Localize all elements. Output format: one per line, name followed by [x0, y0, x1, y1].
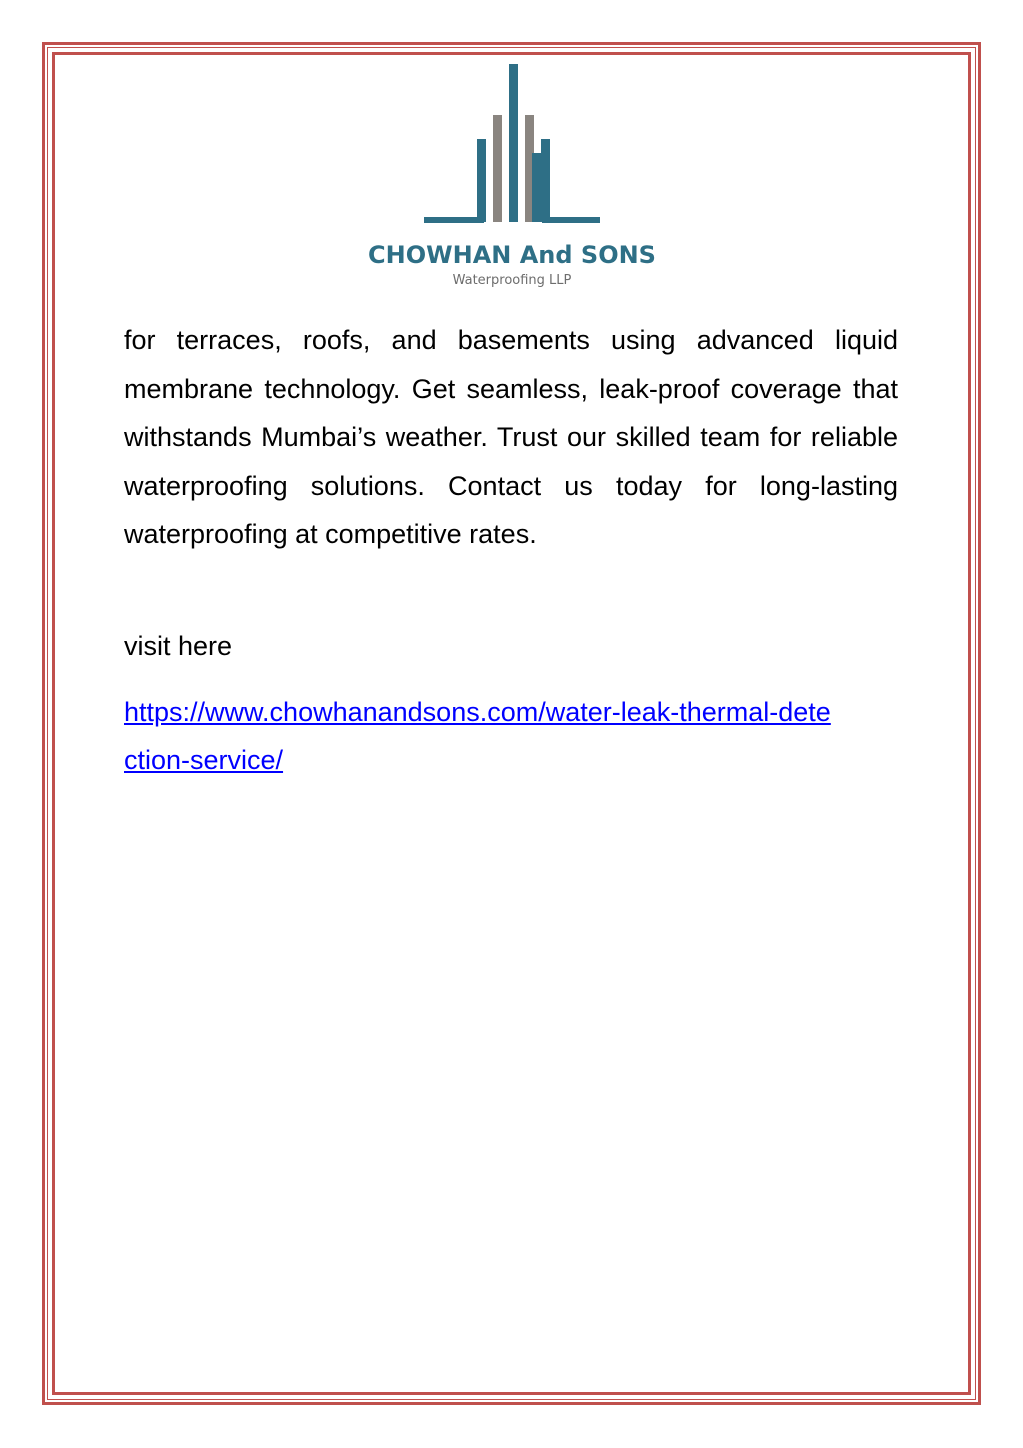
description-paragraph: for terraces, roofs, and basements using advanced liquid membrane technology. Get seamless, leak-proof coverage that withstands Mumbai’s weather. Trust our skilled team for reliable waterproofing solutions. Contact us today for long-lasting waterproofing at competitive rates.: [124, 325, 898, 549]
company-logo: [362, 62, 662, 294]
logo-company-subtitle: Waterproofing LLP: [452, 273, 572, 288]
logo-company-name: CHOWHAN And SONS: [368, 241, 656, 269]
logo-building-icon: [422, 62, 602, 227]
service-link[interactable]: https://www.chowhanandsons.com/water-leak-thermal-detection-service/: [124, 697, 831, 775]
visit-label: visit here: [124, 631, 233, 661]
